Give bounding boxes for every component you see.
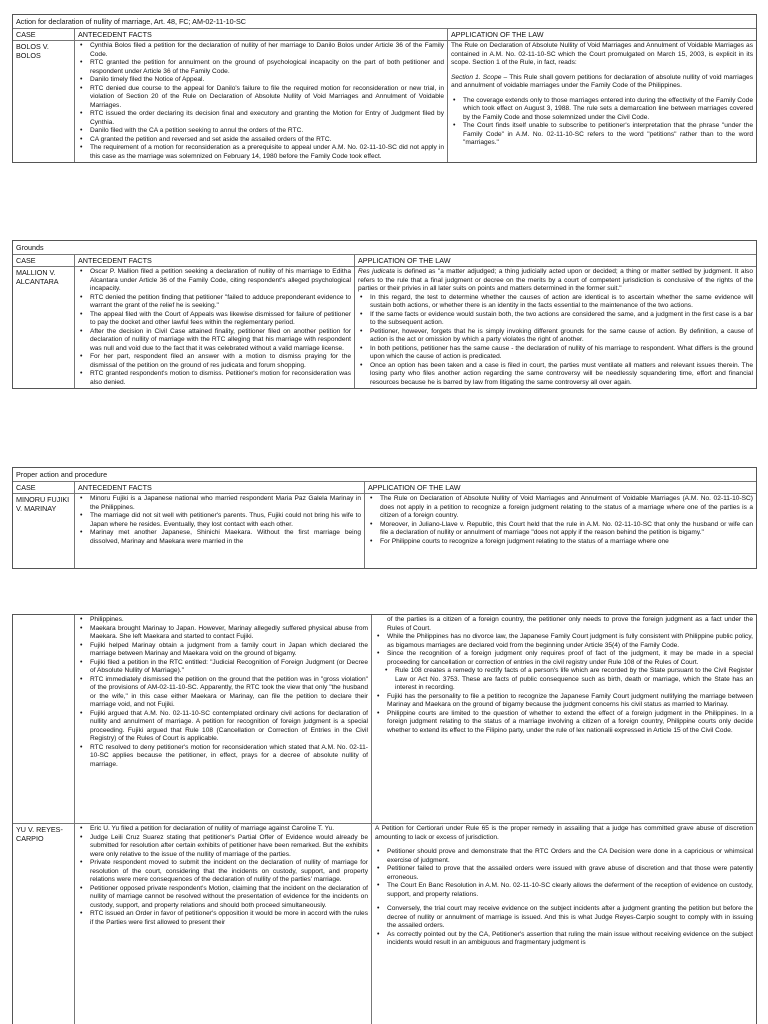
table-title: Action for declaration of nullity of marriage, Art. 48, FC; AM-02-11-10-SC [13, 15, 756, 29]
list-item: • Judge Leili Cruz Suarez stating that petitioner's Partial Offer of Evidence would already be submitted for resolution after certain exhibits of petitioner have been remarked. But the exhibits were only relative to the issue of the nullity of marriage of the parties. [88, 834, 368, 860]
list-item: • Maekara brought Marinay to Japan. However, Marinay allegedly suffered physical abuse from Maekara. She left Maekara and started to contact Fujiki. [88, 625, 368, 642]
list-item: • Oscar P. Mallion filed a petition seeking a declaration of nullity of his marriage to Editha Alcantara under Article 36 of the Family Code, citing respondent's alleged psychological incapacity. [88, 268, 351, 294]
header-facts: ANTECEDENT FACTS [75, 29, 448, 40]
law-cell [372, 615, 756, 823]
list-item: • Minoru Fujiki is a Japanese national who married respondent Maria Paz Galela Marinay in the Philippines. [88, 495, 361, 512]
table-row [13, 615, 756, 824]
list-item: • After the decision in Civil Case attained finality, petitioner filed on another petition for declaration of nullity of marriage with the RTC alleging that his marriage with respondent was null and void due to the fact that it was celebrated without a valid marriage license. [88, 328, 351, 354]
quote-label: Section 1. Scope [451, 73, 502, 81]
case-name-empty [13, 615, 75, 823]
list-item: • Private respondent moved to submit the incident on the declaration of nullity of marriage for resolution of the court, considering that the incidents on custody, support, and property relations were mere consequences of the declaration of nullity of the parties' marriage. [88, 859, 368, 885]
header-law: APPLICATION OF THE LAW [368, 483, 461, 492]
list-item: • Conversely, the trial court may receive evidence on the subject incidents after a judgment granting the petition but before the decree of nullity or annulment of marriage is issued. And this is what Judge Reyes-Carpio sought to comply with in issuing the assailed orders. [385, 905, 753, 931]
list-item: • RTC granted the petition for annulment on the ground of psychological incapacity on the part of both petitioner and respondent under Article 36 of the Family Code. [88, 59, 444, 76]
header-law: APPLICATION OF THE LAW [358, 256, 451, 265]
list-item: • RTC resolved to deny petitioner's motion for reconsideration which stated that A.M. No. 02-11-10-SC applies because the petitioner, in effect, prays for a decree of absolute nullity of marriage. [88, 744, 368, 770]
law-intro [358, 268, 753, 294]
list-item: • RTC granted respondent's motion to dismiss. Petitioner's motion for reconsideration was also denied. [88, 370, 351, 387]
list-item: • Cynthia Bolos filed a petition for the declaration of nullity of her marriage to Danilo Bolos under Article 36 of the Family Code. [88, 42, 444, 59]
facts-cell [75, 41, 448, 162]
list-item: • Moreover, in Juliano-Llave v. Republic, this Court held that the rule in A.M. No. 02-11-10-SC that only the husband or wife can file a declaration of nullity or annulment of marriage "does not apply if the reason behind the petition is bigamy." [378, 521, 753, 538]
list-item: • The marriage did not sit well with petitioner's parents. Thus, Fujiki could not bring his wife to Japan where he resides. Eventually, they lost contact with each other. [88, 512, 361, 529]
list-item: • In both petitions, petitioner has the same cause - the declaration of nullity of his marriage to respondent. What differs is the ground upon which the cause of action is predicated. [368, 345, 753, 362]
list-item: • Eric U. Yu filed a petition for declaration of nullity of marriage against Caroline T. Yu. [88, 825, 368, 834]
list-item: • For her part, respondent filed an answer with a motion to dismiss praying for the dismissal of the petition on the ground of res judicata and forum shopping. [88, 353, 351, 370]
table-bolos [12, 14, 757, 163]
facts-cell [75, 824, 372, 1024]
list-item: • RTC issued the order declaring its decision final and executory and granting the Motion for Entry of Judgment filed by Cynthia. [88, 110, 444, 127]
list-item: • RTC denied due course to the appeal for Danilo's failure to file the required motion for reconsideration or new trial, in violation of Section 20 of the Rule on Declaration of Absolute Nullity of Void Marriages and Annulment of Voidable Marriages. [88, 85, 444, 111]
list-item: • RTC issued an Order in favor of petitioner's opposition it would be more in accord with the rules if the Parties were first allowed to present their [88, 910, 368, 927]
list-item: • Fujiki filed a petition in the RTC entitled: "Judicial Recognition of Foreign Judgment (or Decree of Absolute Nullity of Marriage)." [88, 659, 368, 676]
header-case: CASE [13, 482, 75, 493]
table-row [13, 267, 756, 388]
list-item: • The Court En Banc Resolution in A.M. No. 02-11-10-SC clearly allows the deferment of the reception of evidence on custody, support, and property relations. [385, 882, 753, 899]
list-item: • The requirement of a motion for reconsideration as a prerequisite to appeal under A.M. No. 02-11-10-SC did not apply in this case as the marriage was solemnized on February 14, 1980 before the Family Code took effect. [88, 144, 444, 161]
list-item: • In this regard, the test to determine whether the causes of action are identical is to ascertain whether the same evidence will sustain both actions, or whether there is an identity in the facts essential to the maintenance of the two actions. [368, 294, 753, 311]
table-row [13, 41, 756, 162]
list-item: • The Rule on Declaration of Absolute Nullity of Void Marriages and Annulment of Voidable Marriages (A.M. No. 02-11-10-SC) does not apply in a petition to recognize a foreign judgment relating to the status of a marriage where one of the parties is a citizen of a foreign country. [378, 495, 753, 521]
list-item: • Marinay met another Japanese, Shinichi Maekara. Without the first marriage being dissolved, Marinay and Maekara were married in the [88, 529, 361, 546]
case-name: YU V. REYES-CARPIO [13, 824, 75, 1024]
quote-text: This Rule shall govern petitions for declaration of absolute nullity of void marriages and annulment of voidable marriages under the Family Code of the Philippines. [451, 73, 753, 89]
list-item: • Danilo timely filed the Notice of Appeal. [88, 76, 444, 85]
header-law: APPLICATION OF THE LAW [451, 30, 544, 39]
law-cell [372, 824, 756, 1024]
law-continued: of the parties is a citizen of a foreign country, the petitioner only needs to prove the foreign judgment as a fact under the Rules of Court. [387, 616, 753, 632]
table-header-row [13, 482, 756, 494]
header-facts: ANTECEDENT FACTS [75, 255, 355, 266]
table-header-row [13, 255, 756, 267]
table-row [13, 494, 756, 569]
law-intro: A Petition for Certiorari under Rule 65 is the proper remedy in assailing that a judge has committed grave abuse of discretion amounting to lack or excess of jurisdiction. [375, 825, 753, 841]
list-item: • CA granted the petition and reversed and set aside the assailed orders of the RTC. [88, 136, 444, 145]
case-name: BOLOS V. BOLOS [13, 41, 75, 162]
list-item: • Petitioner failed to prove that the assailed orders were issued with grave abuse of discretion and that those were patently erroneous. [385, 865, 753, 882]
table-title: Grounds [13, 241, 756, 255]
list-item: • The appeal filed with the Court of Appeals was likewise dismissed for failure of petitioner to pay the docket and other lawful fees within the reglementary period. [88, 311, 351, 328]
list-item: • RTC immediately dismissed the petition on the ground that the petition was in "gross violation" of the provisions of AM-02-11-10-SC. Apparently, the RTC took the view that only "the husband or the wife," in this case either Maekara or Marinay, can file the petition to declare their marriage void, and not Fujiki. [88, 676, 368, 710]
facts-cell [75, 267, 355, 388]
list-item: • While the Philippines has no divorce law, the Japanese Family Court judgment is fully consistent with Philippine public policy, as bigamous marriages are declared void from the beginning under Article 35(4) of the Family Code. [385, 633, 753, 650]
table-continued [12, 614, 757, 1024]
table-fujiki [12, 467, 757, 569]
list-item: • RTC denied the petition finding that petitioner "failed to adduce preponderant evidence to warrant the grant of the relief he is seeking." [88, 294, 351, 311]
header-facts: ANTECEDENT FACTS [75, 482, 365, 493]
case-name: MINORU FUJIKI V. MARINAY [13, 494, 75, 569]
table-header-row [13, 29, 756, 41]
case-name: MALLION V. ALCANTARA [13, 267, 75, 388]
facts-cell [75, 494, 365, 569]
table-mallion [12, 240, 757, 389]
sub-list-item: • Rule 108 creates a remedy to rectify facts of a person's life which are recorded by the State pursuant to the Civil Register Law or Act No. 3753. These are facts of public consequence such as birth, death or marriage, which the State has an interest in recording. [393, 667, 753, 693]
law-cell [365, 494, 756, 569]
list-item: • Philippine courts are limited to the question of whether to extend the effect of a foreign judgment in the Philippines. In a foreign judgment relating to the status of a marriage involving a citizen of a foreign country, Philippine courts only decide whether to extend its effect to the Filipino party, under the rule of lex nationalii expressed in Article 15 of the Civil Code. [385, 710, 753, 736]
table-row [13, 824, 756, 1024]
law-quote: Section 1. Scope – This Rule shall govern petitions for declaration of absolute nullity of void marriages and annulment of voidable marriages under the Family Code of the Philippines. [451, 73, 753, 89]
law-intro: The Rule on Declaration of Absolute Nullity of Void Marriages and Annulment of Voidable Marriages as contained in A.M. No. 02-11-10-SC which the Court promulgated on March 15, 2003, is explicit in its scope. Section 1 of the Rule, in fact, reads: [451, 42, 753, 66]
table-title: Proper action and procedure [13, 468, 756, 482]
list-item: • Once an option has been taken and a case is filed in court, the parties must ventilate all matters and relevant issues therein. The losing party who files another action regarding the same controversy will be needlessly squandering time, effort and financial resources because he is barred by law from litigating the same controversy all over again. [368, 362, 753, 388]
list-item: • For Philippine courts to recognize a foreign judgment relating to the status of a marriage where one [378, 538, 753, 547]
list-item: • Fujiki helped Marinay obtain a judgment from a family court in Japan which declared the marriage between Marinay and Maekara void on the ground of bigamy. [88, 642, 368, 659]
list-item: • Fujiki has the personality to file a petition to recognize the Japanese Family Court judgment nullifying the marriage between Marinay and Maekara on the ground of bigamy because the judgment concerns his civil status as married to Marinay. [385, 693, 753, 710]
law-cell [355, 267, 756, 388]
law-intro-text: is defined as "a matter adjudged; a thing judicially acted upon or decided; a thing or matter settled by judgment. It also refers to the rule that a final judgment or decree on the merits by a court of competent jurisdiction is conclusive of the rights of the parties or their privies in all later suits on points and matters determined in the former suit." [358, 268, 753, 292]
list-item: • Petitioner opposed private respondent's Motion, claiming that the incident on the declaration of nullity of marriage cannot be resolved without the presentation of evidence for the incidents on custody, support, and property relations and should both proceed simultaneously. [88, 885, 368, 911]
list-item: • The coverage extends only to those marriages entered into during the effectivity of the Family Code which took effect on August 3, 1988. The rule sets a demarcation line between marriages covered by the Family Code and those solemnized under the Civil Code. [461, 97, 753, 123]
header-case: CASE [13, 255, 75, 266]
res-judicata-term: Res judicata [358, 268, 395, 275]
list-item: • Fujiki argued that A.M. No. 02-11-10-SC contemplated ordinary civil actions for declaration of nullity and annulment of marriage. A petition for recognition of foreign judgment is a special proceeding. Fujiki argued that Rule 108 (Cancellation or Correction of Entries in the Civil Registry) of the Rules of Court is applicable. [88, 710, 368, 744]
list-item: • Petitioner, however, forgets that he is simply invoking different grounds for the same cause of action. By definition, a cause of action is the act or omission by which a party violates the right of another. [368, 328, 753, 345]
facts-cell [75, 615, 372, 823]
list-item: • Since the recognition of a foreign judgment only requires proof of fact of the judgment, it may be made in a special proceeding for cancellation or correction of entries in the civil registry under Rule 108 of the Rules of Court. [385, 650, 753, 667]
list-item: • If the same facts or evidence would sustain both, the two actions are considered the same, and a judgment in the first case is a bar to the subsequent action. [368, 311, 753, 328]
law-cell [448, 41, 756, 162]
list-item: • As correctly pointed out by the CA, Petitioner's assertion that ruling the main issue without receiving evidence on the subject incidents would result in an ambiguous and fragmentary judgment is [385, 931, 753, 948]
list-item: • Danilo filed with the CA a petition seeking to annul the orders of the RTC. [88, 127, 444, 136]
list-item: • The Court finds itself unable to subscribe to petitioner's interpretation that the phrase "under the Family Code" in A.M. No. 02-11-10-SC refers to the word "petitions" rather than to the word "marriages." [461, 122, 753, 148]
list-item: • Petitioner should prove and demonstrate that the RTC Orders and the CA Decision were done in a capricious or whimsical exercise of judgment. [385, 848, 753, 865]
list-item: • Philippines. [88, 616, 368, 625]
header-case: CASE [13, 29, 75, 40]
